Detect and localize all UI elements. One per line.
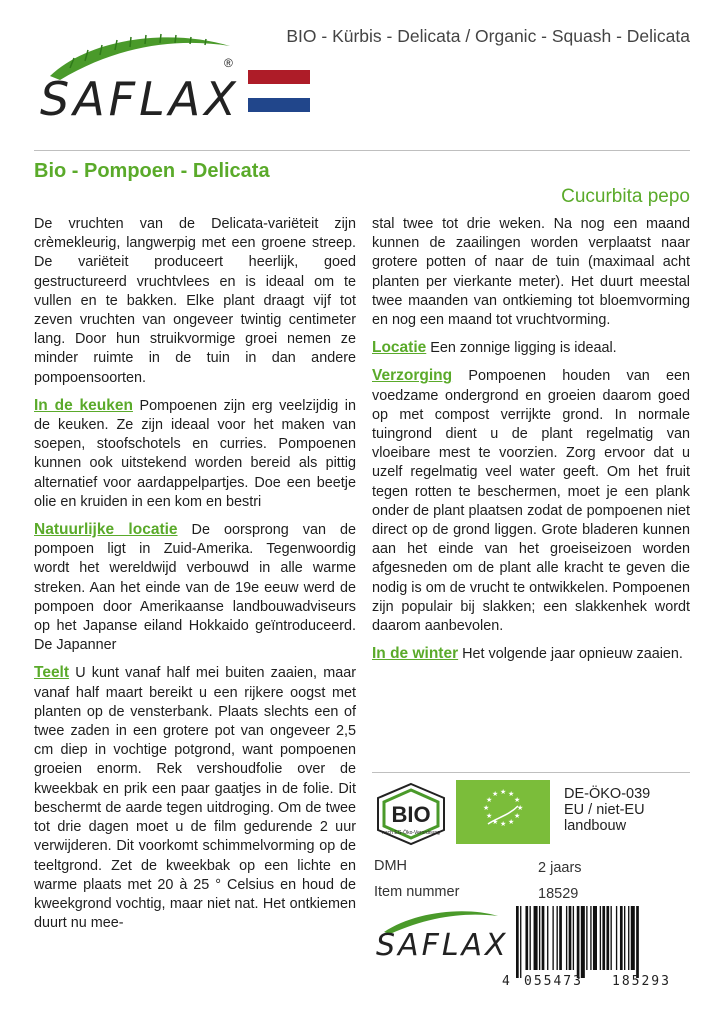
origin-text: De oorsprong van de pompoen ligt in Zuid-Amerika. Tegenwoordig wordt het wereldwijd verbouwd in alle warme streken. Aan het einde van de 19e eeuw werd de pompoen door Amerikaanse landbouwadviseurs op het Japanse eiland Hokkaido geïntroduceerd. De Japanner <box>34 522 356 654</box>
item-number-value: 18529 <box>538 886 579 902</box>
barcode-bar <box>636 906 639 978</box>
barcode-bar <box>600 906 601 970</box>
footer-brand-name: SAFLAX <box>376 928 509 963</box>
page-title: Bio - Pompoen - Delicata <box>34 160 270 182</box>
barcode-group-2: 185293 <box>612 974 671 989</box>
svg-text:★: ★ <box>517 804 524 812</box>
barcode-bars <box>502 906 692 978</box>
cert-agriculture: landbouw <box>564 818 627 834</box>
barcode-bar <box>559 906 562 970</box>
header-divider <box>34 150 690 151</box>
barcode-bar <box>539 906 540 970</box>
dmh-value: 2 jaars <box>538 860 582 876</box>
barcode-bar <box>577 906 580 978</box>
dutch-flag-icon <box>248 70 310 112</box>
cert-origin: EU / niet-EU <box>564 802 645 818</box>
care-heading: Verzorging <box>372 367 453 385</box>
barcode-bar <box>530 906 531 970</box>
barcode-bar <box>631 906 635 970</box>
barcode-bar <box>606 906 609 970</box>
registered-mark: ® <box>224 56 233 70</box>
svg-text:★: ★ <box>514 812 521 820</box>
winter-heading: In de winter <box>372 645 459 663</box>
barcode-bar <box>569 906 572 970</box>
certification-divider <box>372 772 690 773</box>
barcode-bar <box>547 906 548 970</box>
intro-paragraph: De vruchten van de Delicata-variëteit zijn crèmekleurig, langwerpig met een groene streep. De variëteit produceert heerlijk, goed gestructureerd vruchtvlees en is ideaal om te vullen en te bakken. Elke plant draagt vijf tot zeven vruchten van ongeveer twintig centimeter lang. Door hun struikvormige groei nemen ze minder ruimte in de tuin in dan andere pompoensoorten. <box>34 216 356 386</box>
bio-seal-sub: nach EG-Öko-Verordnung <box>382 830 440 836</box>
product-multilingual-title: BIO - Kürbis - Delicata / Organic - Squash - Delicata <box>286 26 690 46</box>
eu-organic-leaf-icon <box>456 780 550 844</box>
location-heading: Locatie <box>372 339 427 357</box>
winter-text: Het volgende jaar opnieuw zaaien. <box>458 646 683 663</box>
bio-seal-icon <box>374 782 448 846</box>
barcode-bar <box>516 906 519 978</box>
winter-section <box>372 644 690 664</box>
item-number-label: Item nummer <box>374 884 460 900</box>
barcode-bar <box>552 906 553 970</box>
barcode-bar <box>557 906 558 970</box>
footer-saflax-logo <box>374 906 509 986</box>
cert-code: DE-ÖKO-039 <box>564 786 651 802</box>
kitchen-section <box>34 396 356 512</box>
barcode-bar <box>525 906 528 970</box>
svg-text:★: ★ <box>508 790 515 798</box>
origin-section <box>34 520 356 655</box>
header <box>0 0 724 150</box>
latin-name: Cucurbita pepo <box>561 186 690 207</box>
certification-text <box>564 786 650 834</box>
svg-text:★: ★ <box>508 818 515 826</box>
svg-text:★: ★ <box>500 820 507 828</box>
barcode-bar <box>586 906 587 970</box>
svg-text:★: ★ <box>514 796 521 804</box>
brand-name: SAFLAX <box>40 72 240 126</box>
barcode-bar <box>611 906 612 970</box>
care-text: Pompoenen houden van een voedzame ondergrond en groeien daarom goed op met compost verrijkte grond. In normale tuingrond dient u de plant regelmatig van vloeibare mest te voorzien. Zorg ervoor dat u uzelf regelmatig veel water geeft. Om het fruit tegen rotten te beschermen, moet je een plank onder de plant plaatsen zodat de pompoenen niet direct op de grond liggen. Grote bladeren kunnen aan het einde van het groeiseizoen worden afgesneden om de plant alle kracht te geven die nodig is om de vrucht te ontwikkelen. Pompoenen zijn populair bij slakken; een slakkenhek wordt daarom aanbevolen. <box>372 368 690 635</box>
dmh-label: DMH <box>374 858 408 874</box>
barcode-bar <box>616 906 617 970</box>
barcode-bar <box>620 906 623 970</box>
barcode-bar <box>581 906 585 978</box>
barcode-bar <box>520 906 521 978</box>
cultivation-section <box>34 663 356 933</box>
barcode-first-digit: 4 <box>502 974 510 989</box>
barcode-bar <box>573 906 574 970</box>
barcode-group-1: 055473 <box>524 974 583 989</box>
barcode-bar <box>593 906 597 970</box>
saflax-logo <box>30 28 250 128</box>
svg-text:★: ★ <box>492 818 499 826</box>
svg-text:★: ★ <box>500 788 507 796</box>
cultivation-heading: Teelt <box>34 664 70 682</box>
svg-text:★: ★ <box>483 804 490 812</box>
kitchen-heading: In de keuken <box>34 396 133 414</box>
kitchen-text: Pompoenen zijn erg veelzijdig in de keuken. Ze zijn ideaal voor het maken van soepen, stoofschotels en curries. Pompoenen kunnen ook uitstekend worden bereid als pittig alternatief voor aardappelpartjes. Doe een beetje olie en kruiden in een kom en bestri <box>34 397 356 510</box>
location-section <box>372 338 690 358</box>
care-section <box>372 366 690 636</box>
svg-text:★: ★ <box>486 796 493 804</box>
barcode-bar <box>542 906 545 970</box>
barcode-bar <box>566 906 567 970</box>
location-text: Een zonnige ligging is ideaal. <box>426 340 617 357</box>
right-column <box>372 215 690 672</box>
barcode-bar <box>628 906 629 970</box>
origin-heading: Natuurlijke locatie <box>34 521 178 539</box>
svg-text:★: ★ <box>492 790 499 798</box>
barcode-bar <box>602 906 605 970</box>
cultivation-text: U kunt vanaf half mei buiten zaaien, maar vanaf half maart bereikt u een rijkere oogst met planten op de vensterbank. Plaats slechts een of twee zaden in een grotere pot van ongeveer 2,5 cm diep in vochtige potgrond, want pompoenen groeien enorm. Rek vershoudfolie over de kweekbak en prik een paar gaatjes in de folie. Dit beschermt de aarde tegen uitdroging. Om de twee tot drie dagen moet u de film gedurende 2 uur verwijderen. Dit voorkomt schimmelvorming op de teeltgrond. Zet de kweekbak op een lichte en warme plaats met 20 à 25 ° Celsius en houd de kweekgrond vochtig, maar niet nat. Het ontkiemen duurt nu mee- <box>34 665 356 932</box>
continued-paragraph: stal twee tot drie weken. Na nog een maand kunnen de zaailingen worden verplaatst naar grotere potten of naar de tuin (maximaal acht planten per vierkante meter). Het duurt meestal twee maanden van ontkieming tot bloemvorming en nog een maand tot vruchtvorming. <box>372 216 690 329</box>
left-column <box>34 215 356 941</box>
svg-text:★: ★ <box>486 812 493 820</box>
barcode-bar <box>590 906 591 970</box>
barcode-bar <box>534 906 538 970</box>
bio-seal-label: BIO <box>391 802 431 827</box>
barcode-bar <box>624 906 625 970</box>
